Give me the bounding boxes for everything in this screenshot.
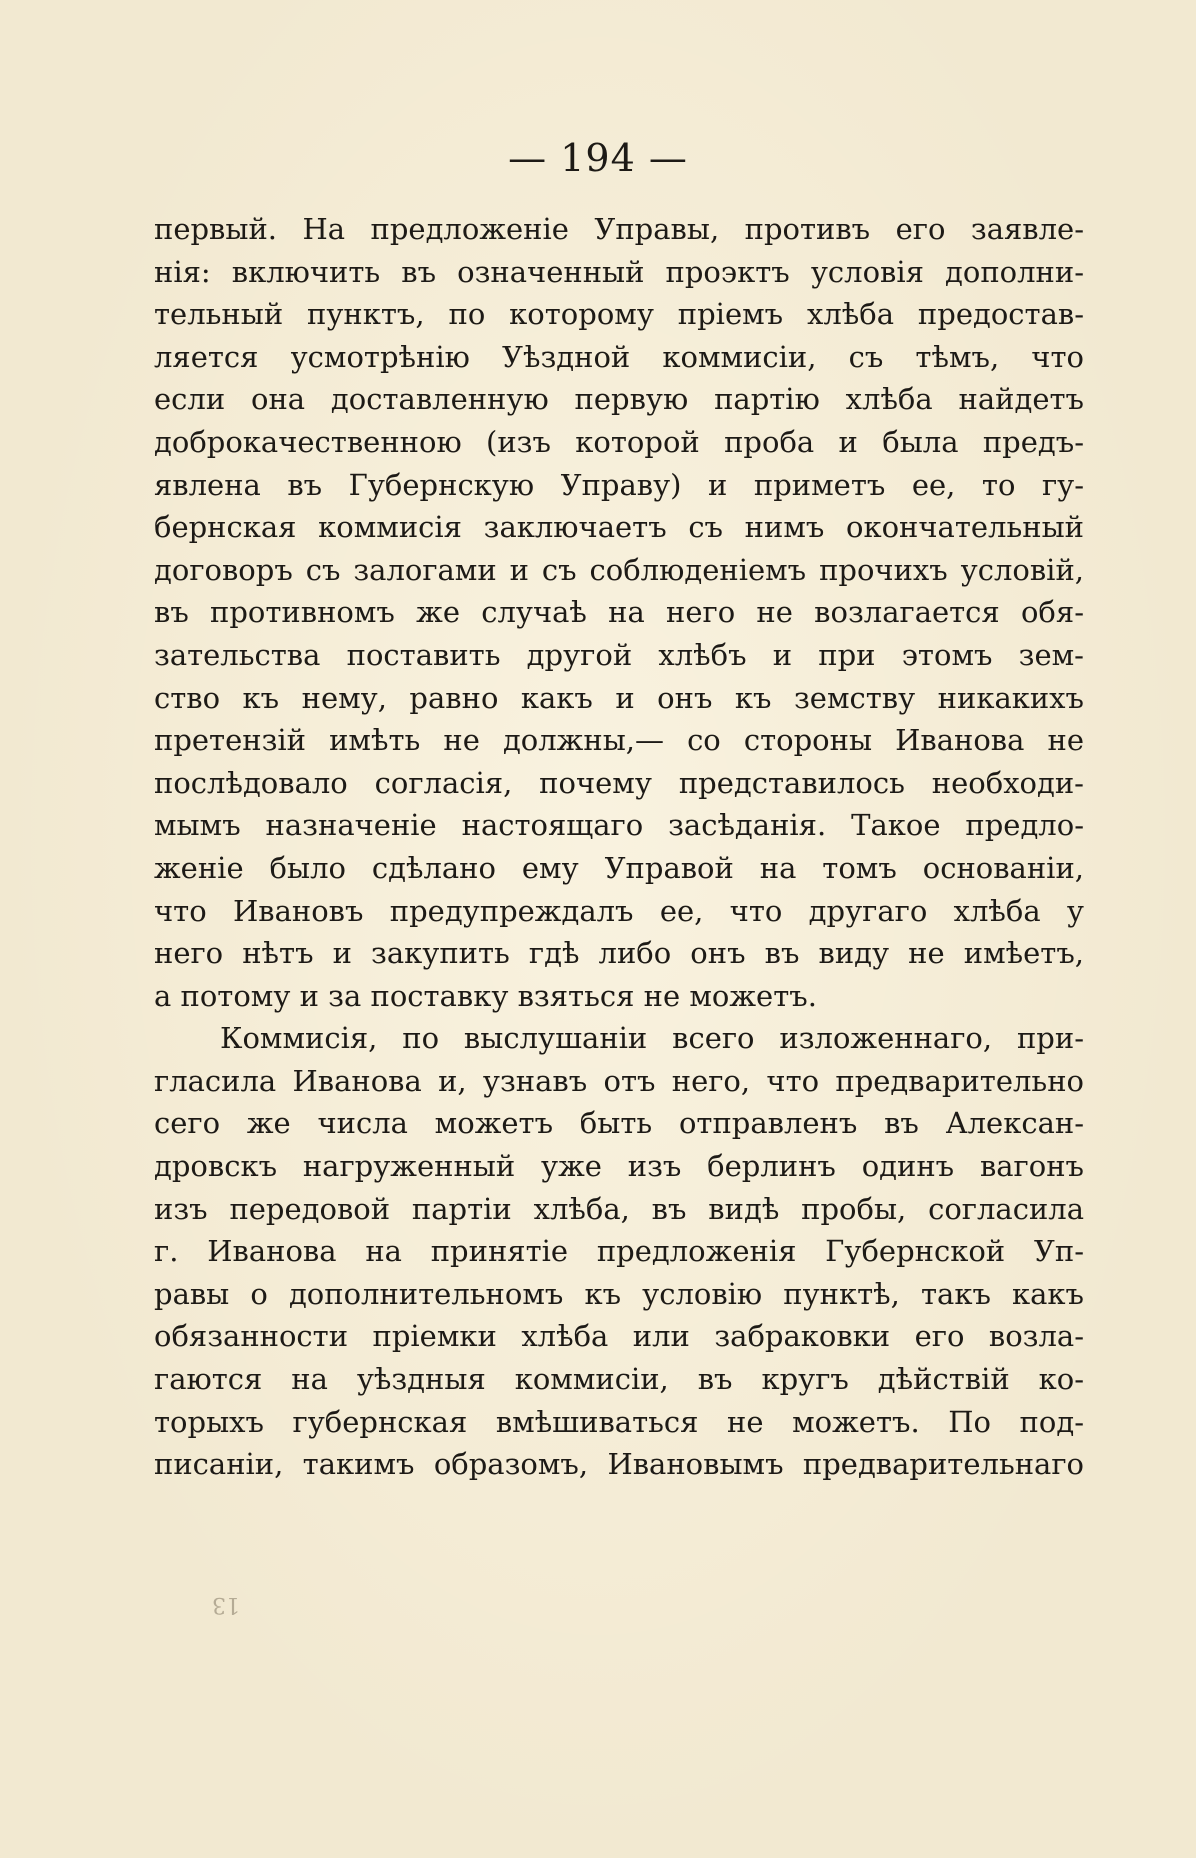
text-line: претензій имѣть не должны,— со стороны Иванова не [154,723,1084,758]
text-line: дровскъ нагруженный уже изъ берлинъ одинъ вагонъ [154,1149,1084,1184]
text-line: бернская коммисія заключаетъ съ нимъ окончательный [154,510,1084,545]
text-line: писаніи, такимъ образомъ, Ивановымъ предварительнаго [154,1447,1084,1482]
text-line: а потому и за поставку взяться не можетъ. [154,978,817,1013]
text-line: гаются на уѣздныя коммисіи, въ кругъ дѣйствій ко- [154,1362,1084,1397]
text-line: нія: включить въ означенный проэктъ условія дополни- [154,254,1084,289]
text-line: если она доставленную первую партію хлѣба найдетъ [154,382,1084,417]
bleed-through-mark: 13 [212,1592,240,1617]
text-line: г. Иванова на принятіе предложенія Губернской Уп- [154,1234,1084,1269]
text-line: тельный пунктъ, по которому пріемъ хлѣба предостав- [154,297,1084,332]
text-line: послѣдовало согласія, почему представилось необходи- [154,765,1084,800]
text-line: договоръ съ залогами и съ соблюденіемъ прочихъ условій, [154,552,1084,587]
text-line: равы о дополнительномъ къ условію пунктѣ, такъ какъ [154,1276,1084,1311]
text-line: гласила Иванова и, узнавъ отъ него, что предварительно [154,1063,1084,1098]
text-line: Коммисія, по выслушаніи всего изложеннаго, при- [220,1021,1084,1056]
text-line: изъ передовой партіи хлѣба, въ видѣ пробы, согласила [154,1191,1084,1226]
text-line: явлена въ Губернскую Управу) и приметъ ее, то гу- [154,467,1084,502]
text-line: первый. На предложеніе Управы, противъ его заявле- [154,212,1084,246]
text-line: доброкачественною (изъ которой проба и была предъ- [154,424,1084,459]
text-line: зательства поставить другой хлѣбъ и при этомъ зем- [154,637,1084,672]
text-line: мымъ назначеніе настоящаго засѣданія. Такое предло- [154,808,1084,843]
text-line: обязанности пріемки хлѣба или забраковки его возла- [154,1319,1084,1354]
body-text [154,208,1084,1486]
text-line: сего же числа можетъ быть отправленъ въ Алексан- [154,1106,1084,1141]
text-line: женіе было сдѣлано ему Управой на томъ основаніи, [154,850,1084,885]
text-line: него нѣтъ и закупить гдѣ либо онъ въ виду не имѣетъ, [154,936,1084,971]
text-line: что Ивановъ предупреждалъ ее, что другаго хлѣба у [154,893,1084,928]
text-line: въ противномъ же случаѣ на него не возлагается обя- [154,595,1084,630]
text-line: торыхъ губернская вмѣшиваться не можетъ. По под- [154,1404,1084,1439]
page-number: — 194 — [508,136,688,180]
text-line: ство къ нему, равно какъ и онъ къ земству никакихъ [154,680,1084,715]
text-line: ляется усмотрѣнію Уѣздной коммисіи, съ тѣмъ, что [154,339,1084,374]
